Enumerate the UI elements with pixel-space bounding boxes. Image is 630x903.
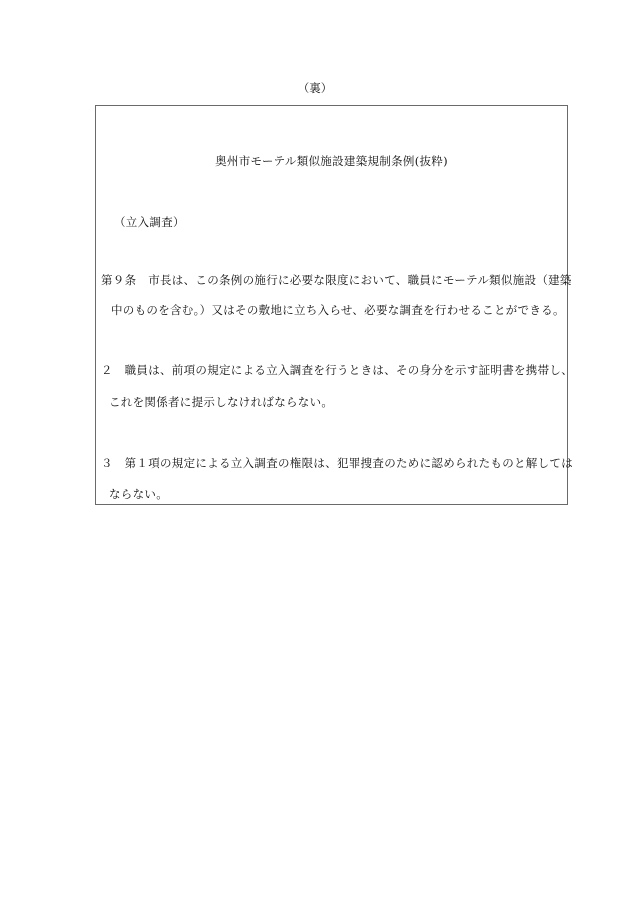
paragraph-3-line-2: ならない。 (109, 487, 168, 501)
paragraph-2-line-1: ２ 職員は、前項の規定による立入調査を行うときは、その身分を示す証明書を携帯し、 (101, 363, 573, 377)
section-heading: （立入調査） (114, 215, 185, 229)
ordinance-excerpt-box (95, 105, 573, 505)
page-side-label: （裏） (297, 81, 333, 95)
article-9-line-2: 中のものを含む。）又はその敷地に立ち入らせ、必要な調査を行わせることができる。 (111, 303, 565, 317)
article-9-line-1: 第９条 市長は、この条例の施行に必要な限度において、職員にモーテル類似施設（建築 (101, 273, 572, 287)
paragraph-3-line-1: ３ 第１項の規定による立入調査の権限は、犯罪捜査のために認められたものと解しては (101, 456, 573, 470)
paragraph-2-line-2: これを関係者に提示しなければならない。 (109, 395, 334, 409)
document-title: 奥州市モーテル類似施設建築規制条例(抜粋) (215, 154, 448, 168)
